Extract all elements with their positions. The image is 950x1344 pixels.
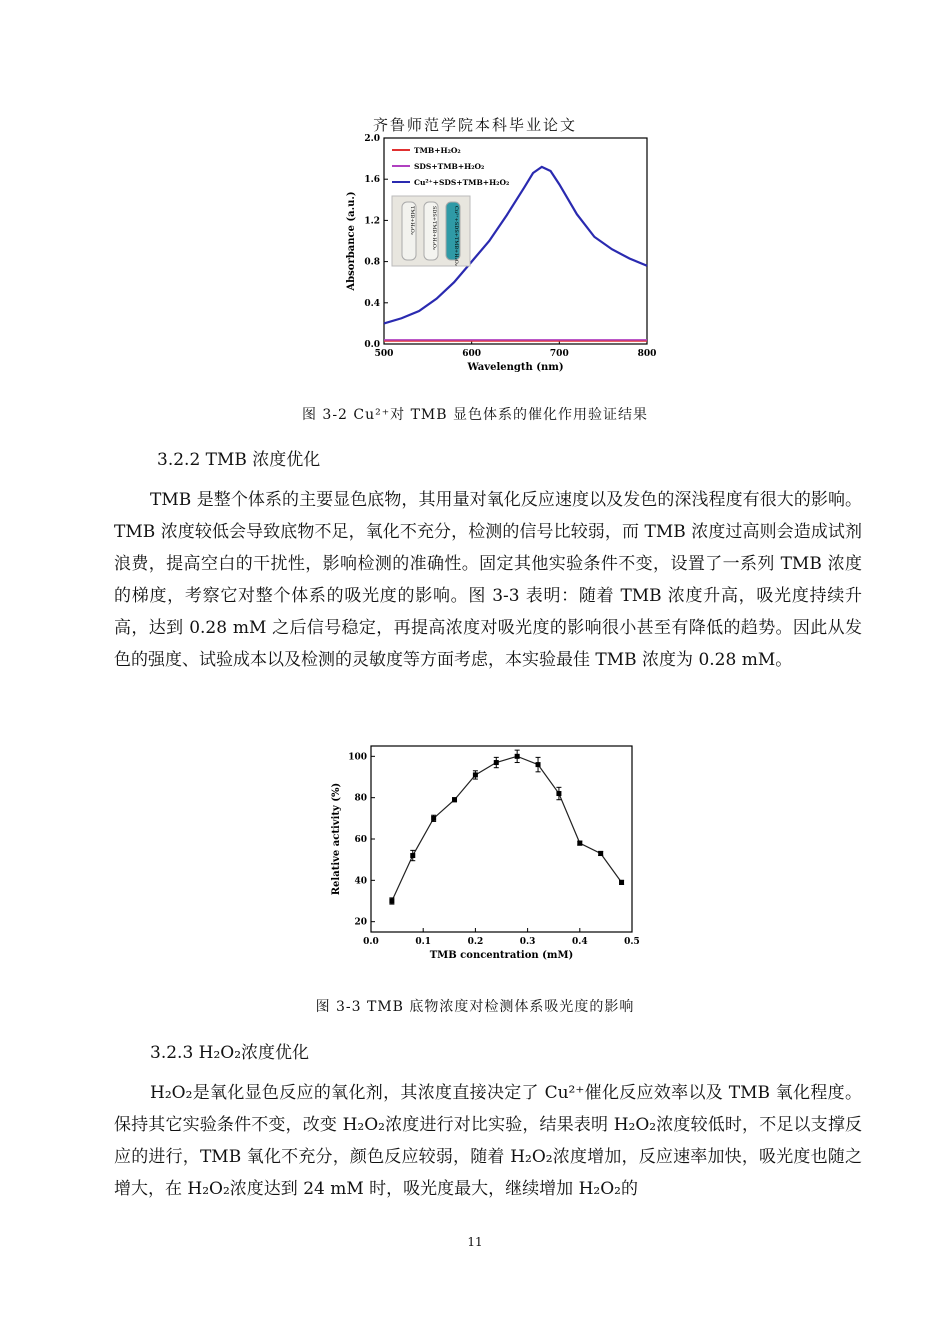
legend-label-3: Cu²⁺+SDS+TMB+H₂O₂	[414, 178, 510, 187]
y-tick-label: 60	[354, 835, 367, 845]
section-3-2-3-heading: 3.2.3 H₂O₂浓度优化	[150, 1043, 310, 1063]
plot-frame	[371, 746, 632, 932]
x-tick-label: 0.5	[624, 937, 640, 947]
section-3-2-3-paragraph	[114, 1077, 862, 1205]
y-tick-label: 0.8	[364, 257, 380, 268]
data-point	[515, 754, 520, 759]
y-tick-label: 100	[348, 752, 367, 763]
section-3-2-2-paragraph	[114, 484, 862, 676]
x-tick-label: 0.1	[415, 937, 432, 947]
section-3-2-2-heading: 3.2.2 TMB 浓度优化	[157, 450, 321, 470]
data-point	[577, 841, 582, 846]
legend-label-1: TMB+H₂O₂	[414, 146, 461, 155]
figure-3-3-caption: 图 3-3 TMB 底物浓度对检测体系吸光度的影响	[315, 999, 635, 1015]
data-point	[431, 816, 436, 821]
data-point	[536, 762, 541, 767]
figure-3-2-caption: 图 3-2 Cu²⁺对 TMB 显色体系的催化作用验证结果	[301, 407, 649, 423]
inset-tube-label-2: SDS+TMB+H₂O₂	[431, 206, 437, 250]
y-tick-label: 40	[354, 876, 367, 887]
y-tick-label: 1.2	[364, 216, 380, 227]
data-point	[619, 880, 624, 885]
x-tick-label: 0.2	[467, 937, 484, 947]
y-tick-label: 80	[354, 793, 367, 804]
x-tick-label: 0.4	[571, 937, 588, 947]
data-point	[389, 899, 394, 904]
data-point	[598, 851, 603, 856]
page-header: 齐鲁师范学院本科毕业论文	[372, 116, 577, 134]
x-tick-label: 0.3	[519, 937, 536, 947]
data-point	[494, 760, 499, 765]
activity-line	[392, 756, 622, 901]
x-axis-label: Wavelength (nm)	[467, 362, 564, 373]
section-3-2-2-text: TMB 是整个体系的主要显色底物，其用量对氧化反应速度以及发色的深浅程度有很大的影响。TMB 浓度较低会导致底物不足，氧化不充分，检测的信号比较弱，而 TMB 浓度过高则会造成试剂浪费，提高空白的干扰性，影响检测的准确性。固定其他实验条件不变，设置了一系列 TMB 浓度的梯度，考察它对整个体系的吸光度的影响。图 3-3 表明：随着 TMB 浓度升高，吸光度持续升高，达到 0.28 mM 之后信号稳定，再提高浓度对吸光度的影响很小甚至有降低的趋势。因此从发色的强度、试验成本以及检测的灵敏度等方面考虑，本实验最佳 TMB 浓度为 0.28 mM。	[114, 490, 862, 670]
x-axis-label: TMB concentration (mM)	[429, 950, 574, 961]
legend-label-2: SDS+TMB+H₂O₂	[414, 162, 485, 171]
x-tick-label: 0.0	[363, 937, 379, 947]
data-point	[473, 772, 478, 777]
y-axis-label: Relative activity (%)	[331, 782, 342, 896]
y-axis-label: Absorbance (a.u.)	[346, 191, 357, 291]
y-tick-label: 2.0	[364, 134, 380, 144]
y-tick-label: 0.4	[364, 298, 380, 309]
data-point	[556, 791, 561, 796]
relative-activity-chart	[325, 742, 645, 967]
section-3-2-3-text: H₂O₂是氧化显色反应的氧化剂，其浓度直接决定了 Cu²⁺催化反应效率以及 TMB 氧化程度。保持其它实验条件不变，改变 H₂O₂浓度进行对比实验，结果表明 H₂O₂浓度较低时，不足以支撑反应的进行，TMB 氧化不充分，颜色反应较弱，随着 H₂O₂浓度增加，反应速率加快，吸光度也随之增大，在 H₂O₂浓度达到 24 mM 时，吸光度最大，继续增加 H₂O₂的	[114, 1083, 862, 1199]
x-tick-label: 700	[549, 349, 569, 359]
x-tick-label: 500	[374, 349, 394, 359]
data-point	[410, 853, 415, 858]
inset-tube-label-1: TMB+H₂O₂	[409, 206, 415, 235]
y-tick-label: 0.0	[364, 340, 380, 350]
page-number: 11	[467, 1235, 483, 1249]
y-tick-label: 1.6	[364, 175, 380, 186]
x-tick-label: 800	[637, 349, 657, 359]
inset-tube-label-3: Cu²⁺+SDS+TMB+H₂O₂	[453, 206, 459, 266]
absorbance-spectrum-chart	[340, 130, 670, 380]
data-point	[452, 797, 457, 802]
y-tick-label: 20	[354, 917, 367, 928]
x-tick-label: 600	[462, 349, 482, 359]
